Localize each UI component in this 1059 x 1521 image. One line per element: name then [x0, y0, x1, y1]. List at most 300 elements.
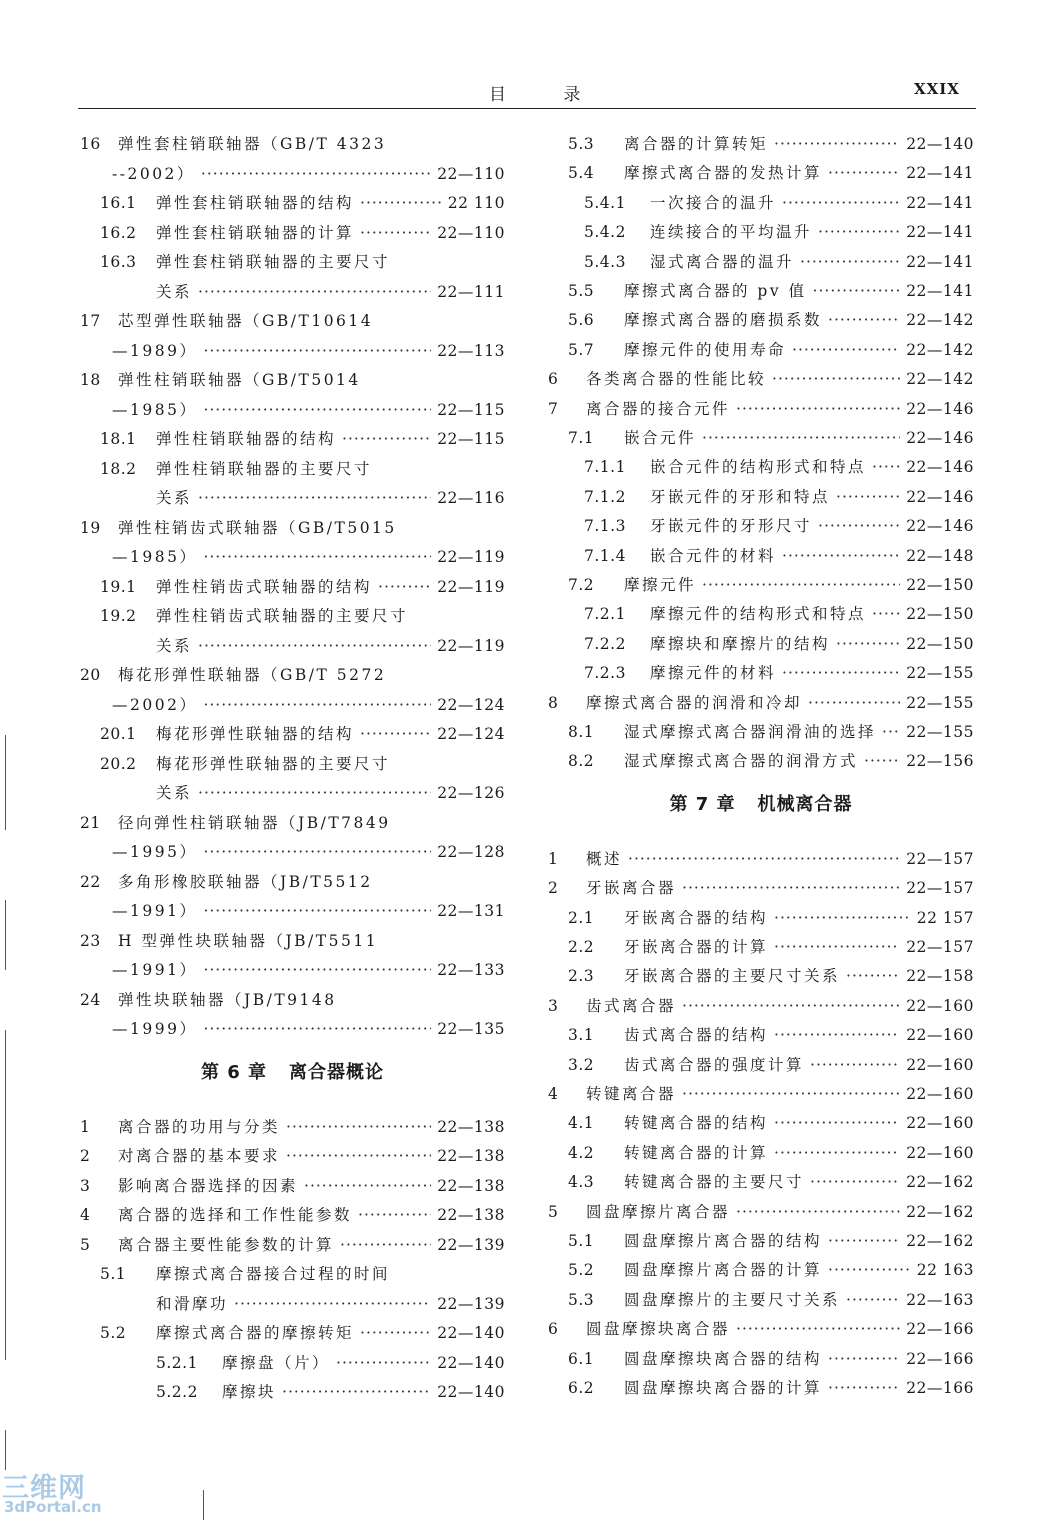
toc-entry-page: 22—141	[906, 223, 974, 242]
toc-entry[interactable]	[80, 133, 505, 155]
dot-leader	[702, 427, 900, 449]
toc-entry-page: 22—115	[437, 430, 505, 448]
toc-entry[interactable]	[548, 936, 974, 958]
toc-entry-page: 22—119	[437, 548, 505, 566]
toc-entry[interactable]	[548, 633, 974, 655]
toc-entry-page: 22—124	[437, 695, 505, 714]
toc-entry-title: 概述	[586, 849, 623, 868]
toc-entry-title: 弹性套柱销联轴器的结构	[156, 194, 355, 212]
toc-entry-title: 离合器主要性能参数的计算	[118, 1235, 335, 1254]
dot-leader	[792, 339, 900, 361]
toc-entry[interactable]	[548, 251, 974, 273]
dot-leader	[828, 309, 900, 331]
toc-entry[interactable]	[548, 1230, 974, 1252]
toc-entry-page: 22—141	[906, 164, 974, 183]
toc-entry-number: 5.2.2	[156, 1383, 198, 1401]
toc-entry-title: —1991）	[112, 902, 198, 920]
toc-entry-number: 7.1.1	[584, 458, 626, 477]
toc-entry[interactable]	[80, 517, 505, 539]
chapter-heading	[80, 1058, 505, 1084]
toc-entry-title: 摩擦块和摩擦片的结构	[650, 634, 831, 653]
toc-entry[interactable]	[548, 1142, 974, 1164]
dot-leader	[774, 133, 900, 155]
dot-leader	[772, 368, 900, 390]
dot-leader	[774, 1024, 900, 1046]
chapter-heading	[548, 790, 974, 816]
toc-entry[interactable]	[80, 959, 505, 981]
toc-entry-number: 4.2	[568, 1143, 595, 1162]
toc-entry-number: 22	[80, 872, 101, 891]
toc-entry-number: 17	[80, 312, 101, 330]
toc-entry-title: 关系	[156, 282, 193, 301]
toc-entry[interactable]	[80, 369, 505, 391]
toc-entry-number: 7.1.2	[584, 487, 626, 506]
toc-entry[interactable]	[80, 428, 505, 450]
toc-entry[interactable]	[80, 546, 505, 568]
toc-entry-page: 22—110	[437, 223, 505, 242]
toc-entry-number: 20.2	[100, 754, 137, 773]
dot-leader	[682, 1083, 900, 1105]
dot-leader	[203, 340, 431, 362]
toc-entry[interactable]	[548, 1377, 974, 1399]
toc-entry[interactable]	[80, 222, 505, 244]
dot-leader	[360, 1322, 431, 1344]
dot-leader	[360, 192, 442, 214]
toc-entry-page: 22—124	[437, 725, 505, 743]
toc-entry[interactable]	[548, 398, 974, 420]
toc-entry[interactable]	[548, 162, 974, 184]
toc-entry-page: 22—140	[437, 1353, 505, 1372]
toc-entry-number: 4	[548, 1085, 559, 1103]
dot-leader	[360, 222, 431, 244]
toc-entry-title: 离合器的计算转矩	[624, 135, 769, 153]
toc-entry-title: 齿式离合器	[586, 996, 677, 1015]
toc-entry[interactable]	[548, 1348, 974, 1370]
toc-entry-title: 和滑摩功	[156, 1294, 229, 1313]
toc-entry-page: 22—157	[906, 849, 974, 868]
toc-entry-title: 湿式摩擦式离合器润滑油的选择	[624, 723, 877, 741]
toc-entry-title: 圆盘摩擦块离合器的计算	[624, 1379, 823, 1397]
toc-entry-title: 齿式离合器的强度计算	[624, 1055, 805, 1074]
toc-entry[interactable]	[80, 1145, 505, 1167]
toc-entry-page: 22—111	[437, 282, 505, 301]
toc-entry[interactable]	[548, 1054, 974, 1076]
toc-entry-title: 各类离合器的性能比较	[586, 370, 767, 389]
toc-entry[interactable]	[80, 1234, 505, 1256]
toc-entry-page: 22—162	[906, 1173, 974, 1192]
toc-entry[interactable]	[80, 871, 505, 893]
toc-entry-title: 弹性柱销联轴器的结构	[156, 430, 337, 448]
toc-entry[interactable]	[80, 487, 505, 509]
toc-entry[interactable]	[548, 545, 974, 567]
toc-entry-title: 嵌合元件的材料	[650, 546, 777, 565]
toc-entry-number: 19	[80, 518, 101, 537]
toc-entry[interactable]	[80, 458, 505, 480]
toc-entry-title: 转键离合器的主要尺寸	[624, 1173, 805, 1192]
toc-entry-number: 19.2	[100, 607, 137, 625]
toc-entry-page: 22—162	[906, 1202, 974, 1221]
dot-leader	[198, 782, 431, 804]
toc-entry-number: 5.2	[568, 1261, 595, 1280]
dot-leader	[203, 959, 431, 981]
toc-entry-number: 7	[548, 399, 559, 418]
toc-entry-number: 6	[548, 370, 559, 389]
toc-entry[interactable]	[80, 1322, 505, 1344]
dot-leader	[336, 1352, 431, 1374]
toc-entry[interactable]	[80, 1116, 505, 1138]
toc-entry-number: 5.2.1	[156, 1353, 198, 1372]
toc-entry-page: 22—116	[437, 489, 505, 507]
toc-entry-title: 牙嵌元件的牙形和特点	[650, 487, 831, 506]
toc-entry[interactable]	[548, 1024, 974, 1046]
toc-entry-title: 关系	[156, 784, 193, 802]
toc-entry-page: 22—166	[906, 1349, 974, 1368]
dot-leader	[203, 694, 431, 716]
toc-entry-page: 22—146	[906, 458, 974, 477]
toc-entry-title: 弹性柱销齿式联轴器的主要尺寸	[156, 607, 409, 625]
toc-entry-title: 摩擦元件的材料	[650, 664, 777, 683]
toc-entry[interactable]	[80, 399, 505, 421]
toc-entry-number: 18.2	[100, 459, 137, 478]
toc-entry-number: 16.3	[100, 253, 137, 271]
toc-entry-title: 离合器的选择和工作性能参数	[118, 1206, 353, 1224]
toc-entry-number: 6.1	[568, 1349, 595, 1368]
toc-entry-number: 1	[548, 849, 559, 868]
toc-entry[interactable]	[80, 1352, 505, 1374]
toc-entry-page: 22—115	[437, 400, 505, 419]
toc-entry[interactable]	[548, 515, 974, 537]
scan-margin-line	[5, 900, 6, 970]
toc-entry-page: 22—126	[437, 784, 505, 802]
toc-entry-page: 22—163	[906, 1290, 974, 1309]
toc-entry[interactable]	[80, 1381, 505, 1403]
dot-leader	[203, 841, 431, 863]
toc-entry-title: 湿式离合器的温升	[650, 252, 795, 271]
dot-leader	[828, 162, 900, 184]
toc-entry[interactable]	[548, 965, 974, 987]
toc-entry-number: 5.1	[568, 1232, 595, 1250]
toc-entry-number: 7.2.2	[584, 634, 626, 653]
toc-entry[interactable]	[548, 662, 974, 684]
toc-entry[interactable]	[548, 1112, 974, 1134]
toc-entry-page: 22—138	[437, 1206, 505, 1224]
toc-entry-title: 圆盘摩擦片离合器的计算	[624, 1261, 823, 1280]
toc-entry[interactable]	[548, 574, 974, 596]
dot-leader	[828, 1230, 900, 1252]
toc-entry-page: 22 157	[916, 908, 974, 927]
toc-entry[interactable]	[548, 1318, 974, 1340]
toc-entry-page: 22—157	[906, 879, 974, 898]
toc-entry-title: 摩擦盘（片）	[222, 1353, 331, 1372]
toc-entry-number: 5.4	[568, 164, 595, 183]
toc-entry-number: 5.4.3	[584, 252, 626, 271]
toc-entry[interactable]	[548, 1171, 974, 1193]
dot-leader	[818, 515, 900, 537]
dot-leader	[682, 995, 900, 1017]
dot-leader	[872, 603, 900, 625]
toc-entry[interactable]	[548, 1201, 974, 1223]
toc-entry-title: 摩擦式离合器的磨损系数	[624, 311, 823, 330]
toc-entry[interactable]	[80, 812, 505, 834]
toc-entry[interactable]	[548, 995, 974, 1017]
toc-entry[interactable]	[548, 368, 974, 390]
toc-entry-number: 2.2	[568, 938, 595, 956]
dot-leader	[818, 221, 900, 243]
toc-entry-page: 22—146	[906, 429, 974, 447]
toc-entry-number: 5.1	[100, 1265, 127, 1283]
dot-leader	[782, 662, 900, 684]
scan-margin-line	[5, 1430, 6, 1470]
toc-entry-number: 5.5	[568, 282, 595, 300]
toc-entry[interactable]	[80, 1175, 505, 1197]
toc-entry-page: 22—166	[906, 1379, 974, 1397]
chapter-number: 第 6 章	[200, 1061, 268, 1083]
toc-entry[interactable]	[548, 427, 974, 449]
toc-entry-page: 22—139	[437, 1235, 505, 1254]
dot-leader	[864, 750, 900, 772]
scan-margin-line	[203, 1490, 204, 1520]
toc-entry-page: 22—142	[906, 311, 974, 330]
toc-entry-title: —1985）	[112, 400, 198, 419]
toc-entry[interactable]	[548, 339, 974, 361]
dot-leader	[198, 281, 431, 303]
toc-entry-page: 22—133	[437, 961, 505, 979]
chapter-title: 离合器概论	[289, 1061, 385, 1083]
toc-entry-page: 22—160	[906, 1085, 974, 1103]
toc-entry-title: 弹性套柱销联轴器的计算	[156, 223, 355, 242]
dot-leader	[702, 574, 900, 596]
dot-leader	[282, 1381, 431, 1403]
toc-entry-page: 22—160	[906, 996, 974, 1015]
toc-entry-title: 关系	[156, 636, 193, 655]
dot-leader	[846, 965, 900, 987]
toc-entry-page: 22—119	[437, 577, 505, 596]
toc-entry-title: 芯型弹性联轴器（GB/T10614	[118, 312, 374, 330]
dot-leader	[358, 1204, 431, 1226]
toc-entry[interactable]	[80, 841, 505, 863]
toc-entry-page: 22—146	[906, 399, 974, 418]
dot-leader	[201, 163, 431, 185]
toc-entry-title: 嵌合元件	[624, 429, 697, 447]
toc-entry[interactable]	[548, 309, 974, 331]
toc-entry-number: 16.1	[100, 194, 137, 212]
toc-entry[interactable]	[80, 753, 505, 775]
dot-leader	[198, 635, 431, 657]
toc-entry-number: 4.3	[568, 1173, 595, 1192]
dot-leader	[774, 907, 911, 929]
dot-leader	[203, 546, 431, 568]
toc-entry-title: 摩擦元件	[624, 576, 697, 594]
toc-entry-title: 牙嵌离合器的结构	[624, 908, 769, 927]
toc-entry-title: 梅花形弹性联轴器（GB/T 5272	[118, 666, 387, 684]
dot-leader	[203, 1018, 431, 1040]
toc-entry-page: 22—138	[437, 1117, 505, 1136]
toc-entry[interactable]	[80, 635, 505, 657]
header-rule	[78, 108, 976, 109]
toc-entry[interactable]	[548, 1259, 974, 1281]
toc-entry-title: H 型弹性块联轴器（JB/T5511	[118, 931, 379, 950]
toc-entry[interactable]	[548, 133, 974, 155]
toc-entry[interactable]	[80, 900, 505, 922]
dot-leader	[736, 1318, 900, 1340]
toc-entry-page: 22—155	[906, 693, 974, 712]
toc-entry[interactable]	[80, 782, 505, 804]
toc-entry-number: 3.2	[568, 1055, 595, 1074]
toc-entry[interactable]	[80, 576, 505, 598]
toc-entry-page: 22—119	[437, 636, 505, 655]
toc-entry[interactable]	[548, 750, 974, 772]
toc-entry-title: 摩擦式离合器接合过程的时间	[156, 1265, 391, 1283]
toc-entry[interactable]	[548, 486, 974, 508]
toc-entry-page: 22—141	[906, 252, 974, 271]
toc-entry-title: 多角形橡胶联轴器（JB/T5512	[118, 872, 373, 891]
toc-entry-number: 5	[548, 1202, 559, 1221]
toc-entry[interactable]	[80, 1018, 505, 1040]
toc-entry-title: 摩擦式离合器的 pv 值	[624, 282, 807, 300]
toc-entry[interactable]	[548, 907, 974, 929]
toc-entry[interactable]	[80, 340, 505, 362]
toc-entry-title: 弹性柱销联轴器（GB/T5014	[118, 371, 361, 389]
toc-entry-title: 弹性块联轴器（JB/T9148	[118, 990, 337, 1009]
toc-entry-title: 弹性柱销齿式联轴器（GB/T5015	[118, 518, 397, 537]
toc-entry-title: 圆盘摩擦片的主要尺寸关系	[624, 1290, 841, 1309]
toc-entry[interactable]	[80, 163, 505, 185]
toc-entry-number: 2.3	[568, 967, 595, 986]
page-number: XXIX	[914, 80, 960, 98]
toc-entry-title: 弹性套柱销联轴器（GB/T 4323	[118, 135, 387, 153]
dot-leader	[828, 1377, 900, 1399]
toc-entry-number: 18	[80, 371, 101, 389]
toc-entry-title: 离合器的接合元件	[586, 399, 731, 418]
dot-leader	[304, 1175, 431, 1197]
toc-entry-number: 5.4.1	[584, 193, 626, 212]
dot-leader	[810, 1171, 900, 1193]
toc-entry-number: 5.4.2	[584, 223, 626, 242]
toc-entry[interactable]	[80, 930, 505, 952]
dot-leader	[828, 1348, 900, 1370]
toc-entry-page: 22—131	[437, 902, 505, 920]
watermark-url: 3dPortal.cn	[4, 1498, 102, 1516]
dot-leader	[378, 576, 431, 598]
dot-leader	[340, 1234, 431, 1256]
toc-entry-number: 1	[80, 1117, 91, 1136]
toc-entry[interactable]	[80, 1263, 505, 1285]
toc-entry-page: 22—162	[906, 1232, 974, 1250]
toc-entry-title: --2002）	[112, 164, 195, 183]
toc-entry-page: 22—160	[906, 1114, 974, 1133]
scan-margin-line	[5, 735, 6, 830]
toc-entry-number: 23	[80, 931, 101, 950]
toc-entry-page: 22—139	[437, 1294, 505, 1313]
toc-entry-number: 3	[548, 996, 559, 1015]
toc-entry-title: 圆盘摩擦片离合器	[586, 1202, 731, 1221]
dot-leader	[846, 1289, 900, 1311]
toc-entry[interactable]	[548, 192, 974, 214]
toc-entry-title: 摩擦元件的使用寿命	[624, 340, 787, 359]
dot-leader	[836, 633, 900, 655]
toc-entry[interactable]	[548, 456, 974, 478]
toc-entry-title: 转键离合器的计算	[624, 1143, 769, 1162]
toc-entry[interactable]	[548, 721, 974, 743]
toc-entry[interactable]	[80, 989, 505, 1011]
toc-entry[interactable]	[80, 251, 505, 273]
toc-entry-title: 牙嵌离合器的主要尺寸关系	[624, 967, 841, 986]
toc-entry-title: 梅花形弹性联轴器的结构	[156, 725, 355, 743]
toc-entry[interactable]	[80, 310, 505, 332]
toc-entry-page: 22—150	[906, 634, 974, 653]
dot-leader	[810, 1054, 900, 1076]
toc-entry[interactable]	[80, 664, 505, 686]
toc-entry-number: 7.1.3	[584, 517, 626, 536]
toc-entry-title: 湿式摩擦式离合器的润滑方式	[624, 752, 859, 771]
toc-entry-number: 16.2	[100, 223, 137, 242]
toc-entry[interactable]	[80, 605, 505, 627]
toc-entry-title: 摩擦式离合器的润滑和冷却	[586, 693, 803, 712]
toc-entry-page: 22—141	[906, 282, 974, 300]
toc-entry-number: 5.2	[100, 1324, 127, 1342]
toc-entry-number: 3	[80, 1176, 91, 1195]
toc-entry-page: 22—160	[906, 1143, 974, 1162]
toc-entry-page: 22—157	[906, 938, 974, 956]
toc-entry-page: 22—128	[437, 843, 505, 861]
toc-entry[interactable]	[548, 1083, 974, 1105]
toc-entry-title: 摩擦元件的结构形式和特点	[650, 605, 867, 624]
toc-entry[interactable]	[548, 603, 974, 625]
toc-entry-page: 22—166	[906, 1320, 974, 1339]
toc-entry-page: 22—150	[906, 576, 974, 594]
toc-entry[interactable]	[80, 1204, 505, 1226]
toc-entry[interactable]	[548, 848, 974, 870]
toc-entry[interactable]	[548, 1289, 974, 1311]
toc-entry[interactable]	[548, 692, 974, 714]
dot-leader	[808, 692, 900, 714]
toc-entry[interactable]	[80, 281, 505, 303]
toc-entry-page: 22—138	[437, 1176, 505, 1195]
toc-entry-title: —2002）	[112, 695, 198, 714]
dot-leader	[360, 723, 431, 745]
toc-entry-title: 弹性柱销联轴器的主要尺寸	[156, 459, 373, 478]
dot-leader	[736, 398, 900, 420]
toc-entry[interactable]	[548, 280, 974, 302]
toc-entry-title: 嵌合元件的结构形式和特点	[650, 458, 867, 477]
dot-leader	[203, 399, 431, 421]
toc-entry-title: 牙嵌元件的牙形尺寸	[650, 517, 813, 536]
toc-entry[interactable]	[80, 192, 505, 214]
toc-entry-title: —1991）	[112, 961, 198, 979]
toc-entry-page: 22—155	[906, 723, 974, 741]
dot-leader	[774, 936, 900, 958]
toc-entry-number: 8.2	[568, 752, 595, 771]
toc-entry-number: 5.3	[568, 135, 595, 153]
dot-leader	[800, 251, 900, 273]
watermark-logo	[2, 1466, 102, 1518]
toc-entry-number: 21	[80, 813, 101, 832]
toc-entry[interactable]	[80, 723, 505, 745]
toc-entry-number: 6.2	[568, 1379, 595, 1397]
toc-entry-title: 关系	[156, 489, 193, 507]
toc-entry[interactable]	[80, 1293, 505, 1315]
toc-entry-number: 6	[548, 1320, 559, 1339]
toc-entry[interactable]	[548, 877, 974, 899]
dot-leader	[203, 900, 431, 922]
toc-entry-page: 22—113	[437, 341, 505, 360]
toc-entry[interactable]	[80, 694, 505, 716]
toc-entry[interactable]	[548, 221, 974, 243]
toc-entry-title: 摩擦块	[222, 1383, 277, 1401]
dot-leader	[736, 1201, 900, 1223]
toc-entry-page: 22—142	[906, 340, 974, 359]
toc-entry-number: 20	[80, 666, 101, 684]
